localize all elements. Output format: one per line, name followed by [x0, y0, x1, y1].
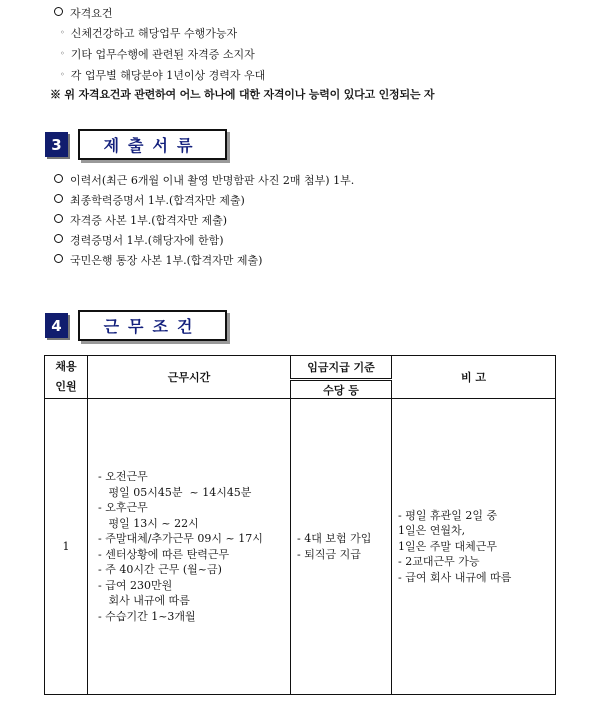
header-allowance: 수당 등 — [291, 380, 392, 399]
list-item: - 2교대근무 가능 — [398, 555, 480, 569]
section-number-badge: 4 — [45, 313, 68, 338]
document-item: 최종학력증명서 1부.(합격자만 제출) — [54, 192, 245, 208]
cell-remarks — [392, 399, 556, 695]
qualification-item: ◦ 신체건강하고 해당업무 수행가능자 — [60, 27, 238, 40]
document-item: 경력증명서 1부.(해당자에 한함) — [54, 232, 224, 248]
list-item: - 오후근무 — [98, 501, 148, 514]
list-item: 1일은 주말 대체근무 — [398, 539, 497, 553]
header-hire-count: 채용 인원 — [45, 356, 88, 399]
list-item: 회사 내규에 따름 — [98, 594, 190, 607]
list-item: - 센터상황에 따른 탄력근무 — [98, 547, 230, 561]
circle-bullet-icon — [54, 7, 63, 16]
qualification-item: ◦ 기타 업무수행에 관련된 자격증 소지자 — [60, 48, 255, 61]
list-item: 평일 05시45분 ~ 14시45분 — [98, 485, 252, 499]
cell-pay — [291, 399, 392, 695]
cell-work-hours — [88, 399, 291, 695]
list-item: - 오전근무 — [98, 470, 148, 483]
small-circle-bullet-icon: ◦ — [60, 70, 65, 79]
small-circle-bullet-icon: ◦ — [60, 49, 65, 58]
document-item: 이력서(최근 6개월 이내 촬영 반명함판 사진 2매 첨부) 1부. — [54, 172, 354, 188]
qualification-note: ※ 위 자격요건과 관련하여 어느 하나에 대한 자격이나 능력이 있다고 인정되는 자 — [50, 88, 435, 101]
list-item: - 수습기간 1~3개월 — [98, 609, 196, 623]
qualifications-heading: 자격요건 — [54, 5, 113, 21]
remarks-list — [392, 508, 555, 586]
list-item: 평일 13시 ~ 22시 — [98, 516, 199, 530]
section-title: 제출서류 — [78, 129, 227, 160]
list-item: - 급여 230만원 — [98, 578, 173, 592]
pay-list — [291, 531, 391, 562]
work-conditions-table — [44, 355, 556, 695]
list-item: - 주 40시간 근무 (월~금) — [98, 563, 222, 576]
qualification-item: ◦ 각 업무별 해당분야 1년이상 경력자 우대 — [60, 69, 266, 82]
section-number-badge: 3 — [45, 132, 68, 157]
header-remarks: 비 고 — [392, 356, 556, 399]
document-item: 국민은행 통장 사본 1부.(합격자만 제출) — [54, 252, 262, 268]
section-title: 근무조건 — [78, 310, 227, 341]
list-item: - 평일 휴관일 2일 중 — [398, 508, 498, 522]
circle-bullet-icon — [54, 254, 63, 263]
document-item: 자격증 사본 1부.(합격자만 제출) — [54, 212, 227, 228]
circle-bullet-icon — [54, 234, 63, 243]
small-circle-bullet-icon: ◦ — [60, 28, 65, 37]
circle-bullet-icon — [54, 214, 63, 223]
list-item: - 급여 회사 내규에 따름 — [398, 570, 512, 584]
header-work-hours: 근무시간 — [88, 356, 291, 399]
header-pay-standard: 임금지급 기준 — [291, 356, 392, 380]
cell-hire-count: 1 — [45, 399, 88, 695]
circle-bullet-icon — [54, 194, 63, 203]
circle-bullet-icon — [54, 174, 63, 183]
list-item: 1일은 연월차, — [398, 524, 466, 538]
work-hours-list — [88, 469, 290, 624]
list-item: - 퇴직금 지급 — [297, 547, 361, 561]
list-item: - 4대 보험 가입 — [297, 532, 372, 545]
list-item: - 주말대체/추가근무 09시 ~ 17시 — [98, 532, 263, 545]
